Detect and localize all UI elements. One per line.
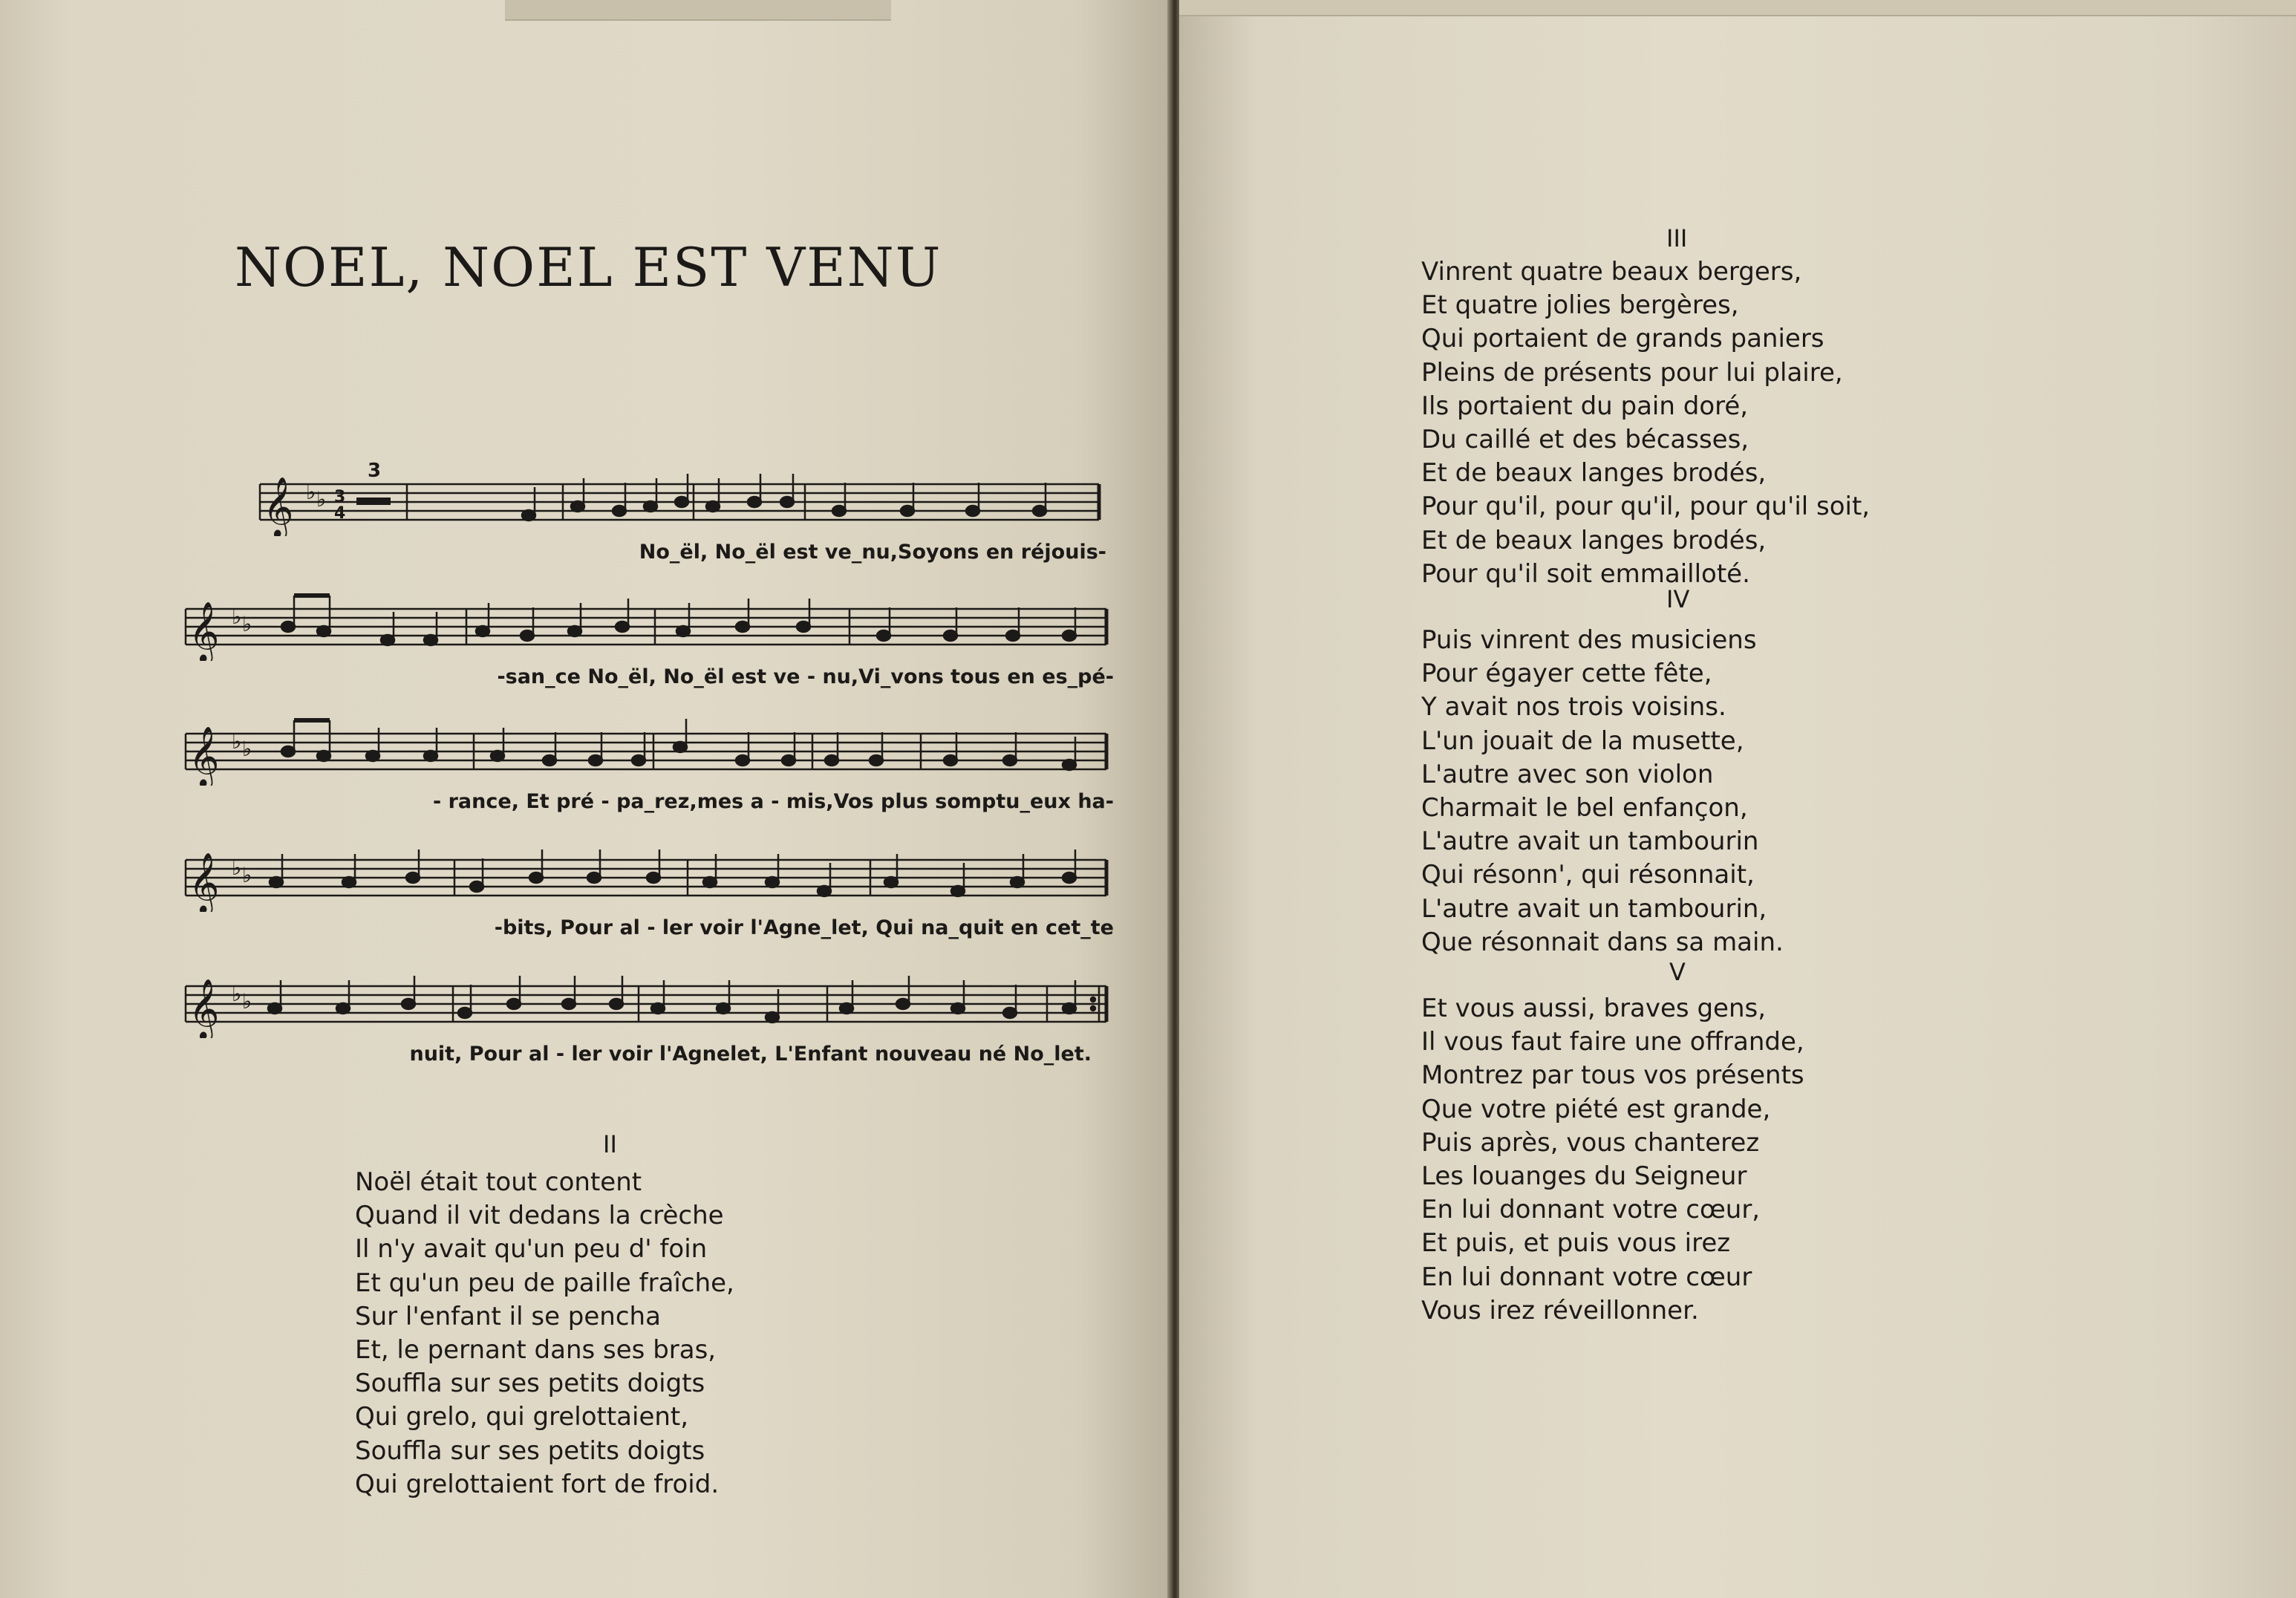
svg-text:𝄞: 𝄞 xyxy=(189,852,220,912)
svg-text:♭: ♭ xyxy=(242,863,252,887)
svg-text:3: 3 xyxy=(334,488,346,506)
staff-5-lyrics: nuit, Pour al - ler voir l'Agnelet, L'Enfant nouveau né No_let. xyxy=(409,1043,1092,1066)
verse-line: Noël était tout content xyxy=(355,1167,642,1197)
svg-text:♭: ♭ xyxy=(232,855,242,880)
verse-line: Il n'y avait qu'un peu d' foin xyxy=(355,1234,708,1265)
music-staff-2 xyxy=(178,579,1114,698)
verse-line: Ils portaient du pain doré, xyxy=(1421,391,1749,421)
verse-line: L'autre avait un tambourin, xyxy=(1421,893,1767,924)
svg-text:𝄞: 𝄞 xyxy=(189,601,220,661)
verse-line: Pour qu'il soit emmailloté. xyxy=(1421,558,1750,589)
verse-line: L'autre avec son violon xyxy=(1421,759,1714,789)
verse-line: En lui donnant votre cœur xyxy=(1421,1262,1752,1292)
page-tear xyxy=(505,0,891,21)
svg-text:𝄞: 𝄞 xyxy=(263,476,294,536)
verse-line: Et de beaux langes brodés, xyxy=(1421,458,1767,489)
verse-line: Et, le pernant dans ses bras, xyxy=(355,1335,717,1366)
verse-line: Qui portaient de grands paniers xyxy=(1421,324,1824,354)
svg-text:♭: ♭ xyxy=(232,604,242,629)
verse-line: En lui donnant votre cœur, xyxy=(1421,1195,1761,1225)
verse-line: Y avait nos trois voisins. xyxy=(1421,692,1726,723)
verse-line: Quand il vit dedans la crèche xyxy=(355,1201,724,1231)
svg-text:♭: ♭ xyxy=(232,982,242,1006)
page-tear xyxy=(1179,0,2296,16)
verse-3 xyxy=(1421,255,1870,591)
staff-4-notation xyxy=(178,830,1114,912)
verse-4-number: IV xyxy=(1666,585,1690,613)
svg-text:3: 3 xyxy=(368,460,382,482)
verse-line: Montrez par tous vos présents xyxy=(1421,1060,1804,1091)
staff-3-notation xyxy=(178,704,1114,786)
staff-2-notation xyxy=(178,579,1114,661)
music-staff-3 xyxy=(178,704,1114,823)
verse-line: Et qu'un peu de paille fraîche, xyxy=(355,1268,734,1298)
verse-line: Les louanges du Seigneur xyxy=(1421,1161,1747,1192)
svg-text:𝄞: 𝄞 xyxy=(189,725,220,786)
svg-text:♭: ♭ xyxy=(306,480,316,504)
verse-line: Et vous aussi, braves gens, xyxy=(1421,994,1767,1023)
music-staff-1 xyxy=(245,454,1106,573)
verse-line: Et de beaux langes brodés, xyxy=(1421,525,1767,555)
staff-1-lyrics: No_ël, No_ël est ve_nu,Soyons en réjouis- xyxy=(639,541,1106,564)
staff-1-notation xyxy=(245,454,1106,536)
verse-2-number: II xyxy=(603,1130,617,1158)
verse-line: L'un jouait de la musette, xyxy=(1421,725,1744,756)
verse-line: Vous irez réveillonner. xyxy=(1421,1295,1699,1325)
svg-text:𝄞: 𝄞 xyxy=(189,978,220,1038)
staff-3-lyrics: - rance, Et pré - pa_rez,mes a - mis,Vos plus somptu_eux ha- xyxy=(433,790,1114,813)
svg-text:♭: ♭ xyxy=(242,612,252,636)
verse-line: Puis après, vous chanterez xyxy=(1421,1127,1760,1158)
verse-line: Pour qu'il, pour qu'il, pour qu'il soit, xyxy=(1421,492,1871,522)
verse-line: Pour égayer cette fête, xyxy=(1421,659,1712,689)
staff-4-lyrics: -bits, Pour al - ler voir l'Agne_let, Qui na_quit en cet_te xyxy=(494,916,1114,939)
verse-line: L'autre avait un tambourin xyxy=(1421,826,1759,857)
verse-line: Souffla sur ses petits doigts xyxy=(355,1435,705,1466)
verse-line: Sur l'enfant il se pencha xyxy=(355,1301,661,1331)
staff-2-lyrics: -san_ce No_ël, No_ël est ve - nu,Vi_vons tous en es_pé- xyxy=(497,665,1114,688)
verse-line: Que votre piété est grande, xyxy=(1421,1094,1771,1124)
verse-line: Charmait le bel enfançon, xyxy=(1421,793,1748,824)
verse-line: Souffla sur ses petits doigts xyxy=(355,1369,705,1399)
verse-line: Et puis, et puis vous irez xyxy=(1421,1228,1731,1259)
verse-line: Que résonnait dans sa main. xyxy=(1421,927,1784,957)
staff-5-notation xyxy=(178,956,1114,1038)
svg-text:♭: ♭ xyxy=(242,737,252,761)
verse-line: Du caillé et des bécasses, xyxy=(1421,425,1749,455)
svg-text:♭: ♭ xyxy=(232,729,242,754)
verse-line: Pleins de présents pour lui plaire, xyxy=(1421,357,1843,388)
verse-5 xyxy=(1421,992,1804,1328)
verse-4 xyxy=(1421,624,1784,959)
verse-line: Qui grelo, qui grelottaient, xyxy=(355,1402,689,1432)
svg-text:♭: ♭ xyxy=(242,989,252,1014)
music-staff-4 xyxy=(178,830,1114,949)
verse-line: Puis vinrent des musiciens xyxy=(1421,625,1757,655)
verse-line: Qui résonn', qui résonnait, xyxy=(1421,860,1755,890)
svg-text:4: 4 xyxy=(334,504,346,523)
verse-3-number: III xyxy=(1666,224,1688,252)
verse-5-number: V xyxy=(1669,958,1686,986)
verse-2 xyxy=(355,1166,734,1501)
music-staff-5 xyxy=(178,956,1114,1075)
song-title: NOEL, NOEL EST VENU xyxy=(235,236,942,299)
verse-line: Et quatre jolies bergères, xyxy=(1421,290,1739,321)
svg-text:♭: ♭ xyxy=(316,487,327,512)
verse-line: Qui grelottaient fort de froid. xyxy=(355,1469,720,1499)
verse-line: Il vous faut faire une offrande, xyxy=(1421,1027,1804,1057)
verse-line: Vinrent quatre beaux bergers, xyxy=(1421,257,1802,287)
